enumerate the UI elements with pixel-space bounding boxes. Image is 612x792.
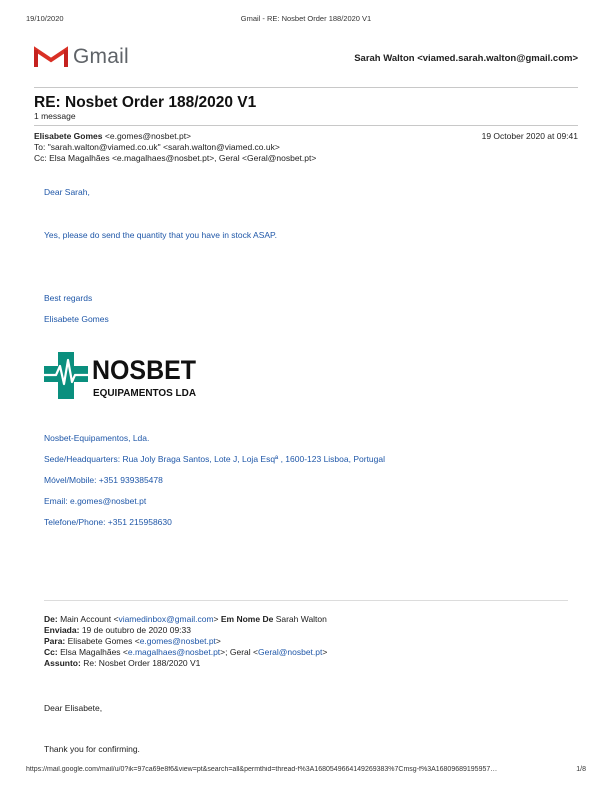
print-date: 19/10/2020 [26,14,64,23]
company-name: Nosbet-Equipamentos, Lda. [44,433,150,443]
header-divider [34,87,578,88]
body-line: Yes, please do send the quantity that you have in stock ASAP. [44,230,277,240]
gmail-logo-icon [34,44,68,69]
signature-name: Elisabete Gomes [44,314,109,324]
quoted-to: Para: Elisabete Gomes <e.gomes@nosbet.pt> [44,636,221,646]
phone-number: Telefone/Phone: +351 215958630 [44,517,172,527]
quoted-cc: Cc: Elsa Magalhães <e.magalhaes@nosbet.pt>; Geral <Geral@nosbet.pt> [44,647,328,657]
nosbet-tagline: EQUIPAMENTOS LDA [93,387,196,399]
subject-divider [34,125,578,126]
email-line: Email: e.gomes@nosbet.pt [44,496,147,506]
message-count: 1 message [34,111,76,121]
quoted-cc-link-1[interactable]: e.magalhaes@nosbet.pt [127,647,221,657]
mobile-number: Móvel/Mobile: +351 939385478 [44,475,163,485]
thread-subject: RE: Nosbet Order 188/2020 V1 [34,94,257,111]
quoted-sent: Enviada: 19 de outubro de 2020 09:33 [44,625,191,635]
company-address: Sede/Headquarters: Rua Joly Braga Santos, Lote J, Loja Esqª , 1600-123 Lisboa, Portugal [44,454,386,464]
greeting: Dear Sarah, [44,187,90,197]
sender-name: Elisabete Gomes [34,131,103,141]
print-title: Gmail - RE: Nosbet Order 188/2020 V1 [240,14,372,23]
quoted-subject: Assunto: Re: Nosbet Order 188/2020 V1 [44,658,201,668]
message-to: To: "sarah.walton@viamed.co.uk" <sarah.walton@viamed.co.uk> [34,142,280,152]
page-number: 1/8 [576,766,586,773]
sender-email: <e.gomes@nosbet.pt> [104,131,192,141]
quoted-to-link[interactable]: e.gomes@nosbet.pt [139,636,216,646]
quoted-cc-link-2[interactable]: Geral@nosbet.pt [257,647,323,657]
quoted-greeting: Dear Elisabete, [44,703,103,713]
print-url: https://mail.google.com/mail/u/0?ik=97ca69e8f6&view=pt&search=all&permthid=thread-f%3A1680549664149269383%7Cmsg-f%3A16809689195957… [26,766,498,773]
message-date: 19 October 2020 at 09:41 [481,131,578,141]
nosbet-cross-icon [44,352,196,402]
message-cc: Cc: Elsa Magalhães <e.magalhaes@nosbet.pt>, Geral <Geral@nosbet.pt> [34,153,317,163]
nosbet-logo [44,352,196,407]
message-from [34,131,191,141]
nosbet-brand-text: NOSBET [92,355,196,385]
gmail-wordmark: Gmail [73,45,129,68]
quote-divider [44,600,568,601]
account-label: Sarah Walton <viamed.sarah.walton@gmail.com> [354,53,578,64]
quoted-body: Thank you for confirming. [44,744,140,754]
quoted-from: De: Main Account <viamedinbox@gmail.com> Em Nome De Sarah Walton [44,614,327,624]
quoted-from-link[interactable]: viamedinbox@gmail.com [118,614,214,624]
closing: Best regards [44,293,93,303]
